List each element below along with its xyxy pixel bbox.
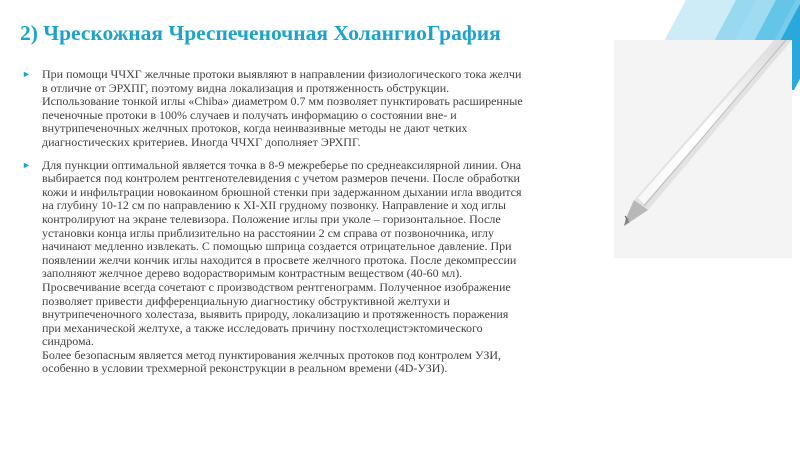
paragraph-2 [22, 159, 610, 377]
paragraph-line: позволяет привести дифференциальную диагностику обструктивной желтухи и [42, 293, 450, 308]
paragraph-line: Более безопасным является метод пунктирования желчных протоков под контролем УЗИ, [42, 347, 502, 362]
paragraph-line: внутрипеченочных желчных протоков, когда неинвазивные методы не дают четких [42, 121, 468, 136]
paragraph-line: Для пункции оптимальной является точка в 8-9 межреберье по среднеаксилярной линии. Она [42, 157, 522, 172]
paragraph-line: выбирается под контролем рентгенотелевидения с учетом размеров печени. После обработки [42, 171, 520, 186]
paragraph-line: внутрипеченочного холестаза, выявить природу, локализацию и протяженность поражения [42, 307, 509, 322]
paragraph-line: на глубину 10-12 см по направлению к XI-XII грудному позвонку. Направление и ход иглы [42, 198, 506, 213]
paragraph-line: кожи и инфильтрации новокаином брюшной стенки при задержанном дыхании игла вводится [42, 184, 522, 199]
paragraph-line: печеночные протоки в 100% случаев и получать информацию о состоянии вне- и [42, 107, 457, 122]
chiba-needle-image [614, 40, 792, 258]
paragraph-line: диагностических критериев. Иногда ЧЧХГ дополняет ЭРХПГ. [42, 134, 361, 149]
slide-title: 2) Чрескожная Чреспеченочная ХолангиоГрафия [20, 21, 501, 45]
paragraph-line: Просвечивание всегда сочетают с производством рентгенограмм. Полученное изображение [42, 279, 511, 294]
paragraph-line: установки конца иглы приблизительно на расстоянии 2 см справа от позвоночника, иглу [42, 225, 494, 240]
paragraph-line: появлении желчи кончик иглы находится в просвете желчного протока. После декомпрессии [42, 252, 517, 267]
paragraph-line: При помощи ЧЧХГ желчные протоки выявляют в направлении физиологического тока желчи [42, 67, 522, 81]
paragraph-line: начинают медленно извлекать. С помощью шприца создается отрицательное давление. При [42, 239, 512, 254]
slide-body [22, 68, 610, 385]
paragraph-line: особенно в условии трехмерной реконструкции в реальном времени (4D-УЗИ). [42, 361, 448, 376]
paragraph-line: при механической желтухе, а также исследовать причину постхолецистэктомического [42, 320, 483, 335]
paragraph-line: синдрома. [42, 334, 94, 349]
bullet-arrow-icon: ► [22, 159, 31, 170]
paragraph-line: Использование тонкой иглы «Chiba» диаметром 0.7 мм позволяет пунктировать расширенные [42, 94, 523, 109]
paragraph-line: в отличие от ЭРХПГ, поэтому видна локализация и протяженность обструкции. [42, 80, 450, 95]
paragraph-line: контролируют на экране телевизора. Положение иглы при уколе – горизонтальное. После [42, 211, 501, 226]
bullet-arrow-icon: ► [22, 69, 31, 79]
paragraph-1 [22, 68, 610, 150]
paragraph-line: заполняют желчное дерево водорастворимым контрастным веществом (40-60 мл). [42, 266, 463, 281]
